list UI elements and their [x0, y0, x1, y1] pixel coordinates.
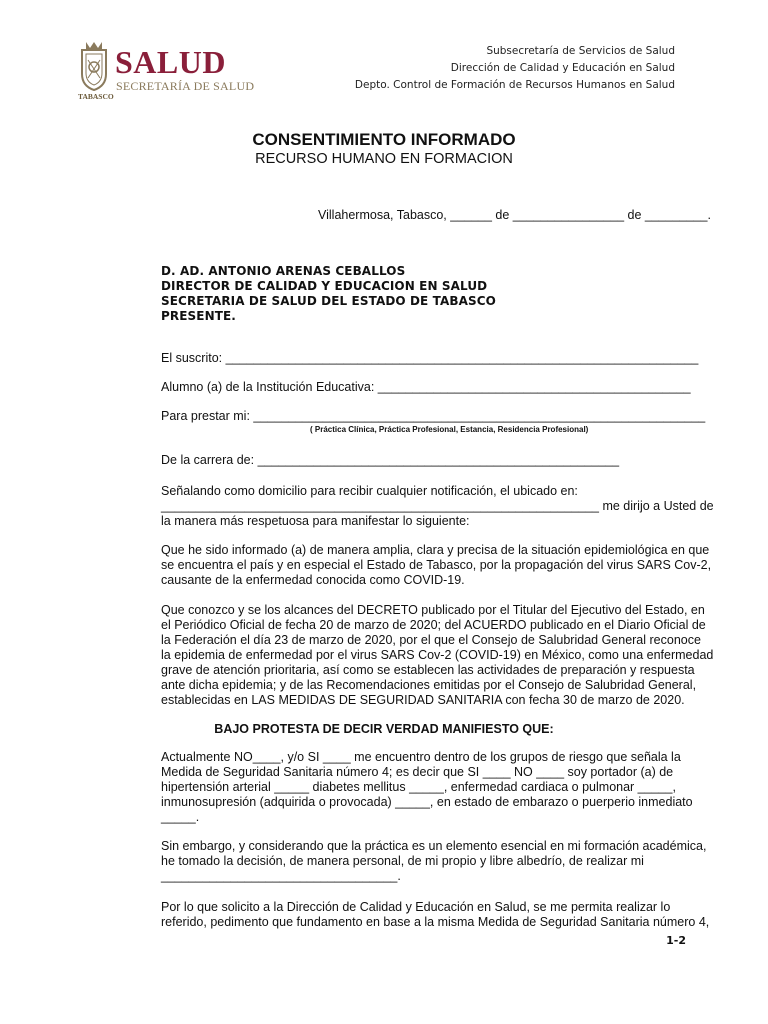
- paragraph-solicito: [161, 900, 714, 930]
- paragraph-line: el Periódico Oficial de fecha 20 de marzo de 2020; del ACUERDO publicado en el Diario Oficial de: [161, 618, 706, 632]
- paragraph-decreto: [161, 603, 714, 708]
- logo-wordmark: SALUD: [115, 44, 226, 80]
- paragraph-line: Por lo que solicito a la Dirección de Calidad y Educación en Salud, se me permita realizar lo: [161, 900, 671, 914]
- addressee-org: SECRETARIA DE SALUD DEL ESTADO DE TABASCO: [161, 294, 496, 308]
- paragraph-line: inmunosupresión (adquirida o provocada) _____, en estado de embarazo o puerperio inmediato: [161, 795, 693, 809]
- paragraph-line: _____.: [161, 810, 200, 824]
- addressee-title: DIRECTOR DE CALIDAD Y EDUCACION EN SALUD: [161, 279, 488, 293]
- paragraph-riesgo: [161, 750, 714, 825]
- coat-of-arms-icon: [76, 40, 112, 94]
- paragraph-informado: [161, 543, 714, 588]
- page-number: 1-2: [666, 934, 686, 947]
- header-line-direccion: Dirección de Calidad y Educación en Salud: [450, 62, 675, 74]
- header-line-depto: Depto. Control de Formación de Recursos Humanos en Salud: [354, 79, 675, 91]
- document-title: CONSENTIMIENTO INFORMADO: [252, 130, 516, 149]
- paragraph-line: Actualmente NO____, y/o SI ____ me encuentro dentro de los grupos de riesgo que señala la: [161, 750, 681, 764]
- logo-state: TABASCO: [78, 92, 114, 101]
- paragraph-line: la epidemia de enfermedad por el virus SARS Cov-2 (COVID-19) en México, como una enfermedad: [161, 648, 714, 662]
- paragraph-line: causante de la enfermedad conocida como COVID-19.: [161, 573, 465, 587]
- paragraph-line: he tomado la decisión, de manera personal, de mi propio y libre albedrío, de realizar mi: [161, 854, 644, 868]
- field-carrera: De la carrera de: ____________________________________________________: [161, 453, 620, 467]
- paragraph-line: Señalando como domicilio para recibir cualquier notificación, el ubicado en:: [161, 484, 578, 498]
- date-line: Villahermosa, Tabasco, ______ de ________________ de _________.: [318, 208, 711, 222]
- paragraph-line: _______________________________________________________________ me dirijo a Usted de: [161, 499, 714, 513]
- paragraph-line: Que he sido informado (a) de manera amplia, clara y precisa de la situación epidemiológica en que: [161, 543, 710, 557]
- paragraph-line: Sin embargo, y considerando que la práctica es un elemento esencial en mi formación académica,: [161, 839, 707, 853]
- paragraph-line: ante dicha epidemia; y de las Recomendaciones emitidas por el Consejo de Salubridad General,: [161, 678, 697, 692]
- paragraph-line: __________________________________.: [161, 869, 401, 883]
- paragraph-line: grave de atención prioritaria, así como se establecen las actividades de preparación y respuesta: [161, 663, 695, 677]
- field-prestar: Para prestar mi: _________________________________________________________________: [161, 409, 706, 423]
- paragraph-line: la Federación el día 23 de marzo de 2020, por el que el Consejo de Salubridad General reconoce: [161, 633, 701, 647]
- document-subtitle: RECURSO HUMANO EN FORMACION: [255, 151, 513, 167]
- paragraph-line: establecidas en LAS MEDIDAS DE SEGURIDAD SANITARIA con fecha 30 de marzo de 2020.: [161, 693, 685, 707]
- paragraph-embargo: [161, 839, 714, 884]
- logo-subtitle: SECRETARÍA DE SALUD: [116, 79, 255, 93]
- addressee-presente: PRESENTE.: [161, 309, 236, 323]
- protesta-heading: BAJO PROTESTA DE DECIR VERDAD MANIFIESTO QUE:: [214, 722, 554, 736]
- paragraph-line: hipertensión arterial _____ diabetes mellitus _____, enfermedad cardiaca o pulmonar _____,: [161, 780, 676, 794]
- field-prestar-note: ( Práctica Clínica, Práctica Profesional, Estancia, Residencia Profesional): [310, 425, 589, 434]
- paragraph-line: referido, pedimento que fundamento en base a la misma Medida de Seguridad Sanitaria número 4,: [161, 915, 710, 929]
- paragraph-line: Medida de Seguridad Sanitaria número 4; es decir que SI ____ NO ____ soy portador (a) de: [161, 765, 674, 779]
- paragraph-domicilio: [161, 484, 714, 529]
- addressee-name: D. AD. ANTONIO ARENAS CEBALLOS: [161, 264, 406, 278]
- paragraph-line: Que conozco y se los alcances del DECRETO publicado por el Titular del Ejecutivo del Estado, en: [161, 603, 705, 617]
- header-line-subsecretaria: Subsecretaría de Servicios de Salud: [486, 45, 675, 57]
- field-suscrito: El suscrito: ____________________________________________________________________: [161, 351, 699, 365]
- paragraph-line: la manera más respetuosa para manifestar lo siguiente:: [161, 514, 470, 528]
- field-alumno: Alumno (a) de la Institución Educativa: _____________________________________________: [161, 380, 691, 394]
- paragraph-line: se encuentra el país y en especial el Estado de Tabasco, por la propagación del virus SARS Cov-2,: [161, 558, 712, 572]
